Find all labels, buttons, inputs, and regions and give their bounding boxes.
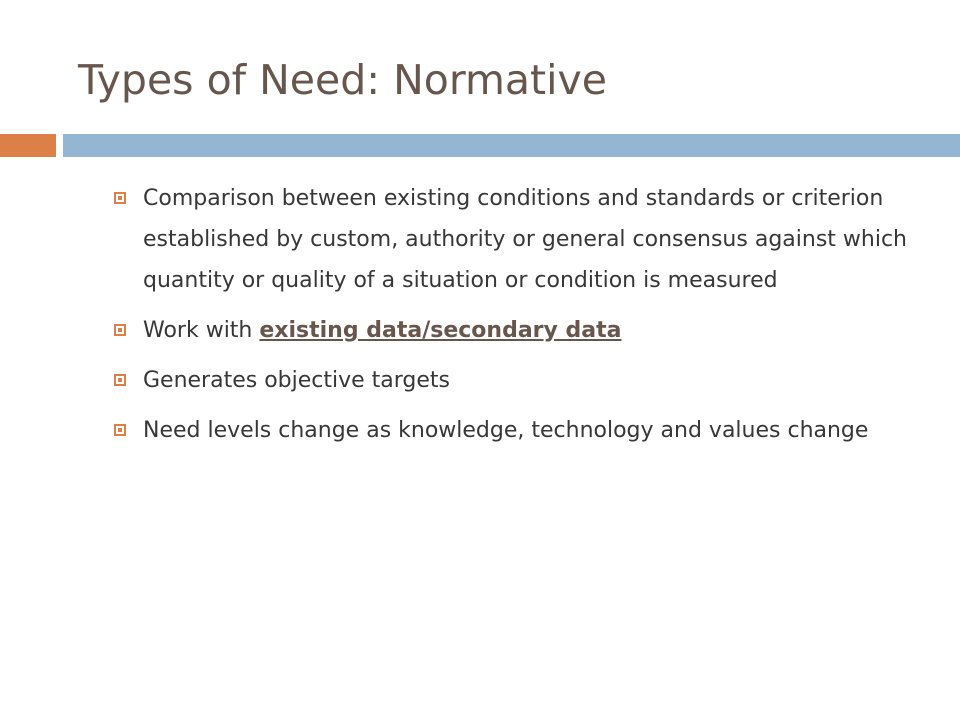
square-bullet-icon <box>114 374 126 386</box>
title-accent-bar <box>0 134 56 157</box>
square-bullet-icon <box>114 324 126 336</box>
bullet-item <box>114 178 914 301</box>
square-bullet-icon <box>114 424 126 436</box>
slide-title: Types of Need: Normative <box>78 56 608 104</box>
bullet-text: Generates objective targets <box>143 368 451 393</box>
bullet-item <box>114 410 914 451</box>
square-bullet-icon <box>114 192 126 204</box>
secondary-data-link[interactable]: existing data/secondary data <box>259 318 622 343</box>
bullet-text: Work with <box>143 318 260 343</box>
bullet-text: Need levels change as knowledge, technology and values change <box>143 418 869 443</box>
bullet-list <box>114 178 914 460</box>
bullet-item <box>114 360 914 401</box>
bullet-text: Comparison between existing conditions and standards or criterion established by custom, authority or general consensus against which quantity or quality of a situation or condition is measured <box>143 186 907 293</box>
title-divider-bar <box>63 134 960 157</box>
bullet-item <box>114 310 914 351</box>
